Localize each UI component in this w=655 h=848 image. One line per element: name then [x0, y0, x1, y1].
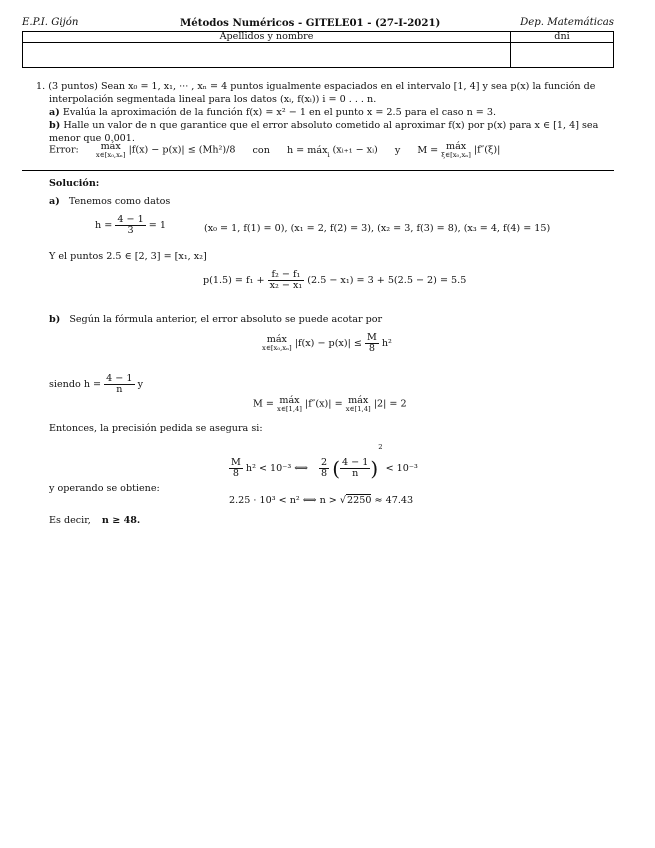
error-max-sub: x∈[x₀,xₙ]	[95, 150, 126, 159]
dni-field[interactable]	[511, 43, 614, 68]
h-def-sub	[327, 142, 329, 158]
error-label: Error:	[49, 144, 79, 156]
sqrt-symbol: √	[339, 495, 347, 506]
problem-line-2: interpolación segmentada lineal para los datos (xᵢ, f(xᵢ)) i = 0 . . . n.	[49, 94, 377, 105]
con-word: con	[252, 144, 270, 156]
M-eq-lhs: M =	[253, 398, 274, 410]
h-eq-lhs: h =	[95, 220, 113, 232]
ineq-rhs: < 10⁻³	[385, 463, 418, 474]
ineq-paren-num: 4 − 1	[342, 456, 369, 468]
right-paren: )	[370, 456, 379, 481]
siendo-post: y	[137, 379, 143, 391]
siendo-num: 4 − 1	[106, 373, 133, 384]
M-max2-word: máx	[348, 395, 369, 406]
solution-a	[49, 196, 170, 207]
m-def-max-word: máx	[445, 141, 467, 152]
bound-den: 8	[368, 343, 375, 355]
solution-b-intro: Según la fórmula anterior, el error absoluto se puede acotar por	[69, 314, 383, 325]
M-eq-mid: |f″(x)| =	[305, 398, 343, 410]
m-def-rhs: |f″(ξ)|	[473, 144, 501, 156]
ineq-paren-den: n	[352, 468, 359, 479]
h-def-rhs: (xᵢ₊₁ − xᵢ)	[332, 144, 378, 156]
M-max1-op	[277, 396, 302, 412]
ineq-num-1: M	[231, 456, 241, 468]
problem-part-a	[49, 107, 496, 118]
problem-part-b	[49, 120, 598, 131]
part-b-text: Halle un valor de n que garantice que el error absoluto cometido al aproximar f(x) por p(x) para x ∈ [1, 4] sea	[63, 120, 599, 131]
h-def-sub-text: i	[327, 150, 330, 159]
header-left: E.P.I. Gijón	[22, 17, 79, 28]
error-max-word: máx	[100, 141, 121, 152]
ineq-num-2: 2	[321, 456, 328, 468]
siendo-den: n	[116, 384, 123, 396]
M-max1-word: máx	[279, 395, 300, 406]
ineq-den-2: 8	[321, 468, 328, 479]
M-max2-sub: x∈[1,4]	[345, 404, 371, 413]
square-exponent: 2	[378, 443, 383, 451]
data-points: (x₀ = 1, f(1) = 0), (x₁ = 2, f(2) = 3), (x₂ = 3, f(3) = 8), (x₃ = 4, f(4) = 15)	[204, 223, 551, 234]
name-field[interactable]	[23, 43, 511, 68]
m-def-lhs: M =	[417, 144, 439, 156]
solution-b	[49, 314, 382, 325]
result-eq: 2.25 · 10³ < n² ⟺ n >	[229, 495, 337, 506]
p-eq-num: f₂ − f₁	[268, 270, 305, 281]
left-paren: (	[332, 456, 341, 481]
solution-a-label: a)	[49, 196, 60, 207]
bound-fraction	[365, 333, 379, 354]
precision-inequality	[229, 443, 418, 481]
header-title: Métodos Numéricos - GITELE01 - (27-I-2021)	[180, 17, 441, 29]
p-eq-rhs: (2.5 − x₁) = 3 + 5(2.5 − 2) = 5.5	[307, 275, 467, 287]
part-b-label: b)	[49, 120, 61, 131]
problem-part-b-cont: menor que 0.001.	[49, 133, 135, 144]
conclusion-line	[49, 515, 140, 526]
M-max1-sub: x∈[1,4]	[276, 404, 302, 413]
separator-rule	[22, 170, 614, 171]
h-eq-rhs: = 1	[148, 220, 166, 232]
header-right: Dep. Matemáticas	[520, 17, 614, 28]
interval-line: Y el puntos 2.5 ∈ [2, 3] = [x₁, x₂]	[49, 251, 207, 262]
operando-line: y operando se obtiene:	[49, 483, 160, 494]
h-def-lhs: h = máx	[286, 144, 328, 156]
m-def-max-op	[441, 142, 471, 158]
bound-num: M	[366, 332, 377, 343]
h-eq-num: 4 − 1	[117, 214, 144, 225]
p-eq-fraction	[268, 270, 305, 291]
solution-a-intro: Tenemos como datos	[68, 196, 171, 207]
error-max-op	[96, 142, 126, 158]
result-line	[229, 495, 413, 506]
es-decir: Es decir,	[49, 515, 91, 526]
siendo-fraction	[104, 374, 134, 395]
error-bound-equation	[262, 333, 392, 354]
h-eq-fraction	[115, 215, 145, 236]
siendo-line	[49, 374, 143, 395]
M-max2-op	[346, 396, 371, 412]
entonces-line: Entonces, la precisión pedida se asegura si:	[49, 423, 263, 434]
name-label: Apellidos y nombre	[23, 32, 511, 43]
result-sqrt: 2250	[347, 495, 372, 506]
h-equation	[95, 215, 166, 236]
error-formula	[49, 142, 500, 158]
ineq-mid-1: h² < 10⁻³ ⟺	[245, 463, 308, 474]
bound-max-op	[262, 335, 292, 351]
problem-line-1: 1. (3 puntos) Sean x₀ = 1, x₁, ··· , xₙ = 4 puntos igualmente espaciados en el intervalo [1, 4] y sea p(x) la función de	[36, 81, 596, 92]
solution-b-label: b)	[49, 314, 61, 325]
bound-max-word: máx	[266, 334, 287, 346]
dni-label: dni	[511, 32, 614, 43]
name-dni-box	[22, 31, 614, 68]
part-a-label: a)	[49, 107, 60, 118]
final-answer: n ≥ 48.	[101, 515, 141, 526]
part-a-text: Evalúa la aproximación de la función f(x) = x² − 1 en el punto x = 2.5 para el caso n = 3.	[62, 107, 497, 118]
p-eq-lhs: p(1.5) = f₁ +	[203, 275, 265, 287]
error-expr: |f(x) − p(x)| ≤ (Mh²)/8	[128, 144, 236, 156]
p-equation	[203, 270, 466, 291]
ineq-paren-fraction	[340, 458, 370, 479]
y-word: y	[394, 144, 401, 156]
bound-mid: |f(x) − p(x)| ≤	[294, 338, 362, 350]
h-eq-den: 3	[127, 225, 134, 237]
result-approx: ≈ 47.43	[374, 495, 414, 506]
M-eq-rhs: |2| = 2	[373, 398, 407, 410]
p-eq-den: x₂ − x₁	[269, 280, 303, 292]
siendo-pre: siendo h =	[49, 379, 102, 391]
bound-rhs: h²	[381, 338, 392, 350]
bound-max-sub: x∈[x₀,xₙ]	[262, 343, 292, 352]
ineq-fraction-1	[229, 458, 243, 479]
solution-title: Solución:	[49, 178, 100, 189]
M-equation	[253, 396, 407, 412]
ineq-den-1: 8	[232, 468, 239, 479]
ineq-fraction-2	[319, 458, 329, 479]
m-def-max-sub: ξ∈[x₀,xₙ]	[441, 150, 471, 159]
